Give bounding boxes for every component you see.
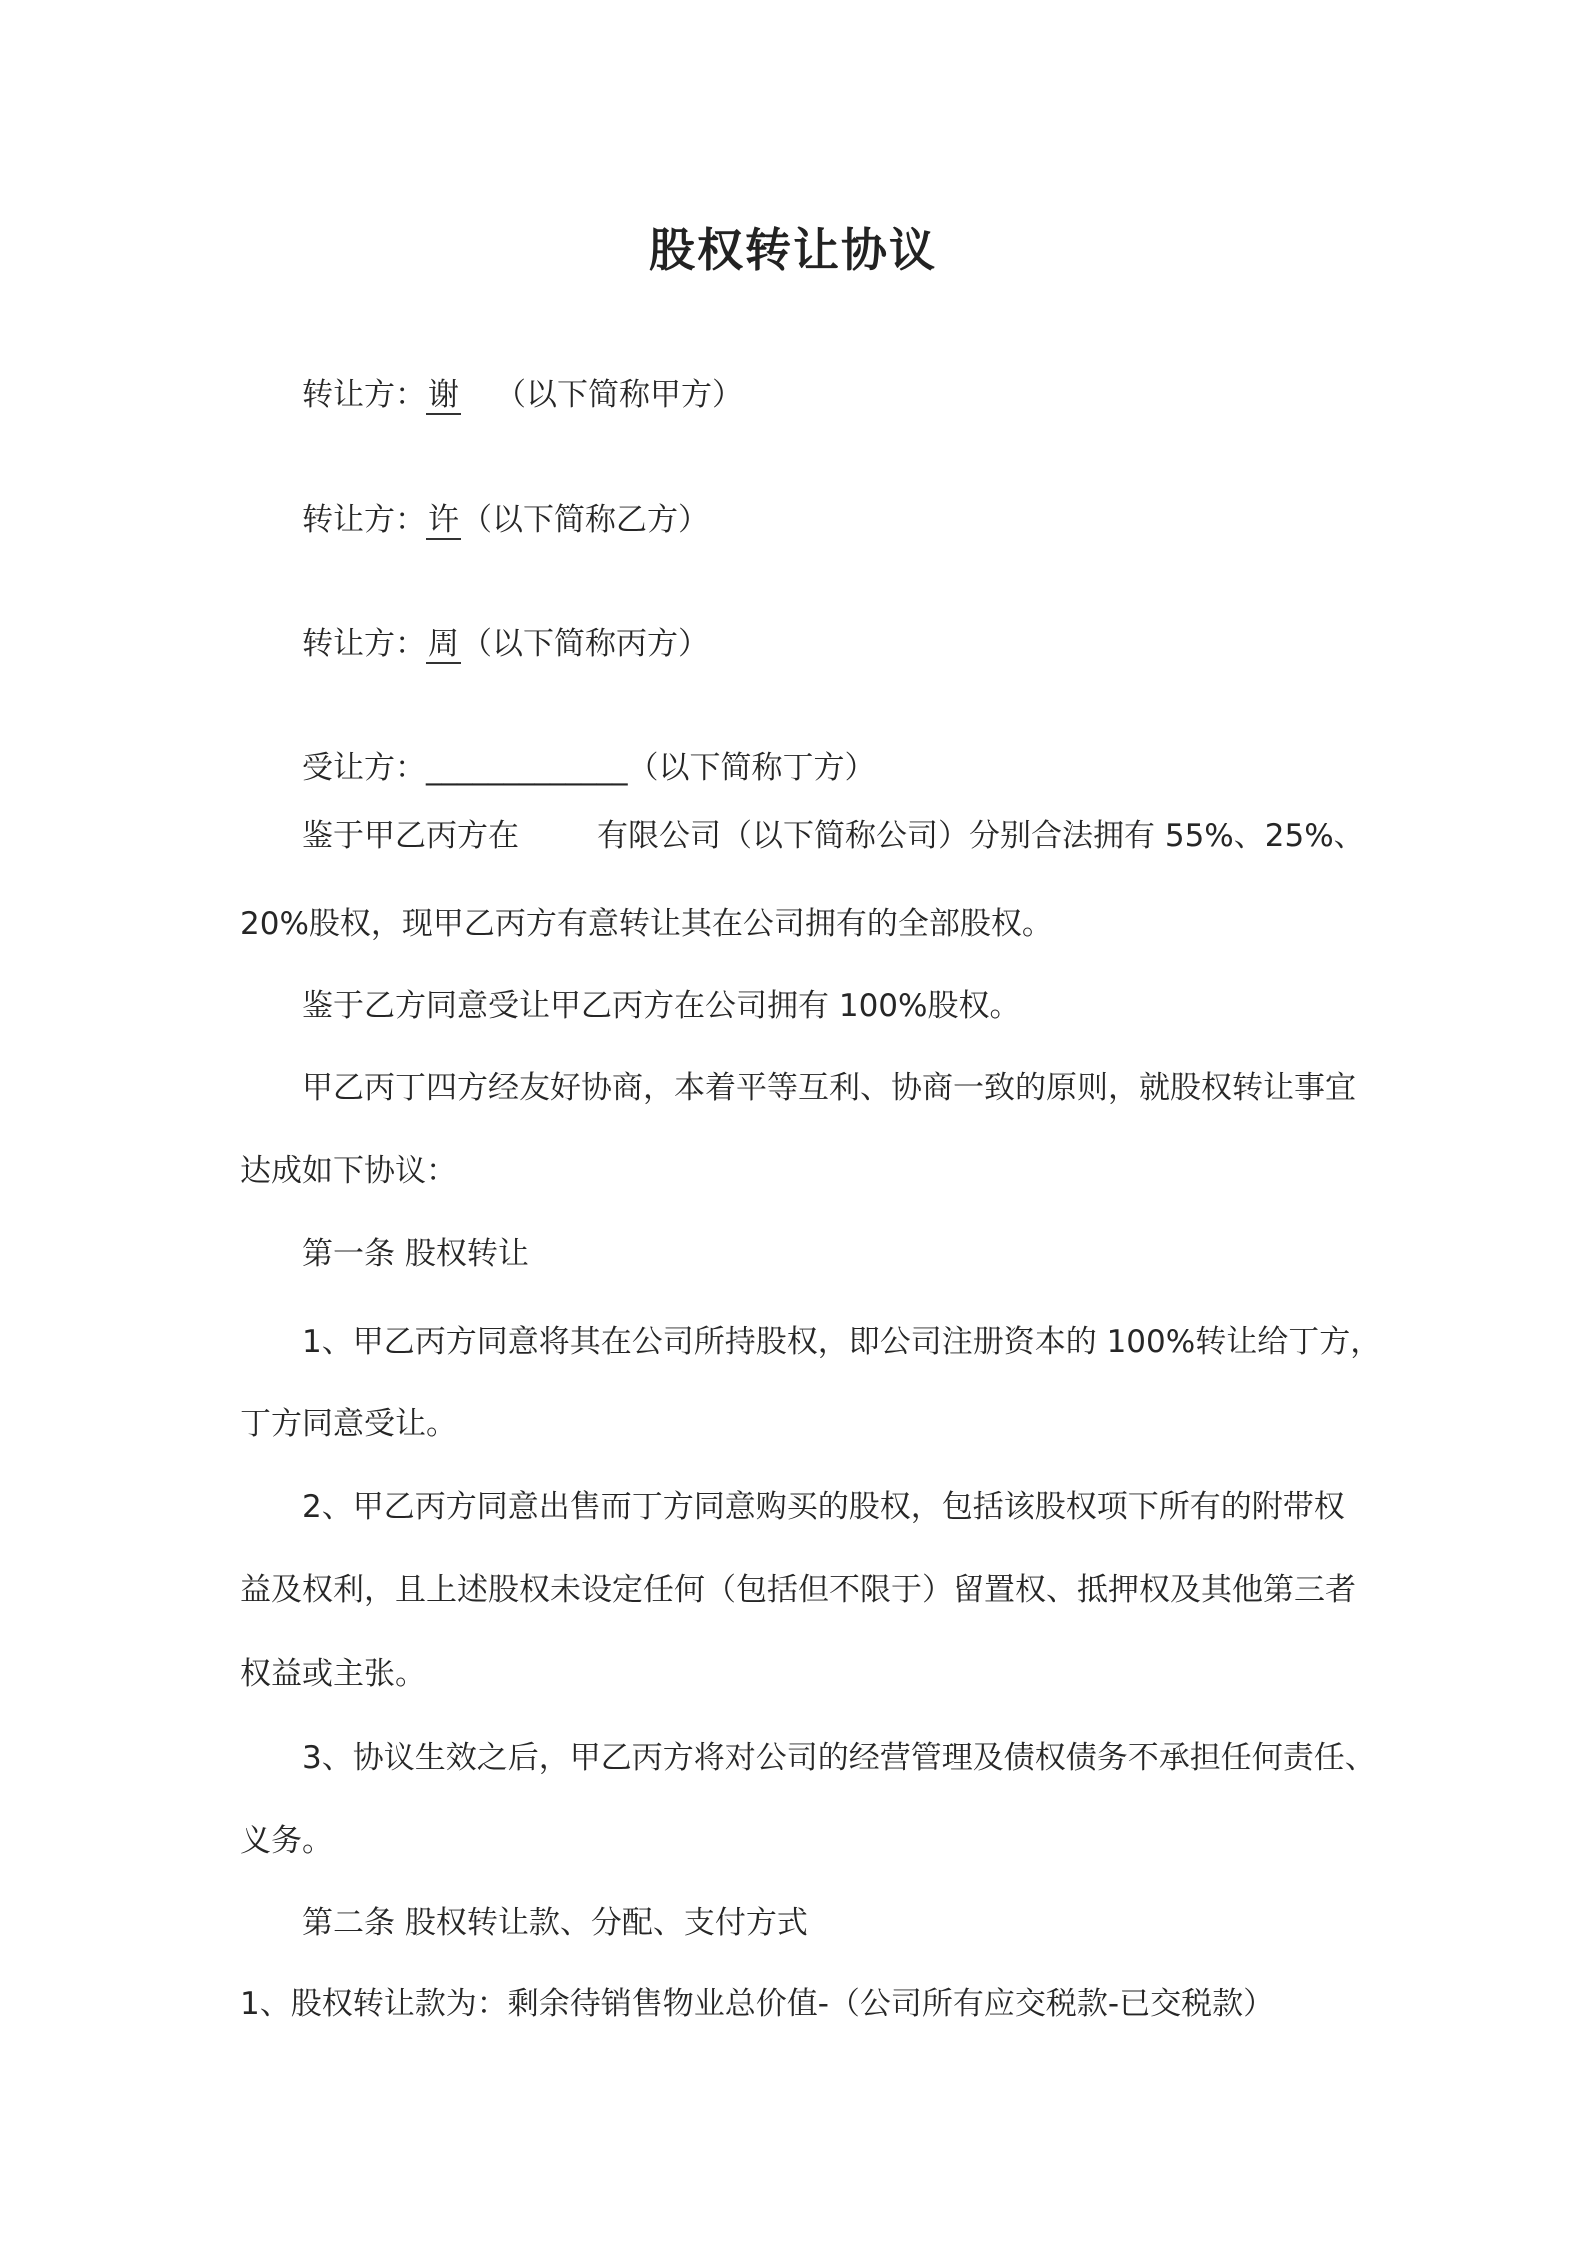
recital-3-line-1: 甲乙丙丁四方经友好协商，本着平等互利、协商一致的原则，就股权转让事宜: [302, 1070, 1356, 1106]
article-1-item-2-line-3: 权益或主张。: [240, 1656, 426, 1692]
recital-2: 鉴于乙方同意受让甲乙丙方在公司拥有 100%股权。: [302, 988, 1021, 1024]
party-label: 受让方：: [302, 750, 426, 786]
document-title: 股权转让协议: [649, 223, 937, 277]
recital-1-line-2: 20%股权，现甲乙丙方有意转让其在公司拥有的全部股权。: [240, 906, 1053, 942]
party-label: 转让方：: [302, 626, 426, 662]
party-suffix: （以下简称丙方）: [461, 626, 709, 662]
party-label: 转让方：: [302, 377, 426, 413]
article-1-item-3-line-1: 3、协议生效之后，甲乙丙方将对公司的经营管理及债权债务不承担任何责任、: [302, 1740, 1376, 1776]
article-1-item-1-line-2: 丁方同意受让。: [240, 1406, 457, 1442]
article-2-heading: 第二条 股权转让款、分配、支付方式: [302, 1905, 808, 1941]
recital-1-line-1: [302, 816, 1365, 856]
party-name: 许: [428, 502, 459, 538]
recital-1-part-2: 有限公司（以下简称公司）分别合法拥有 55%、25%、: [597, 818, 1365, 854]
article-1-item-2-line-1: 2、甲乙丙方同意出售而丁方同意购买的股权，包括该股权项下所有的附带权: [302, 1489, 1345, 1525]
party-name: 谢: [428, 377, 459, 413]
party-label: 转让方：: [302, 502, 426, 538]
party-suffix: （以下简称乙方）: [461, 502, 709, 538]
recital-3-line-2: 达成如下协议：: [240, 1153, 457, 1189]
party-bing: [302, 624, 709, 664]
article-1-item-2-line-2: 益及权利，且上述股权未设定任何（包括但不限于）留置权、抵押权及其他第三者: [240, 1572, 1356, 1608]
party-suffix: （以下简称丁方）: [627, 750, 876, 786]
article-1-item-1-line-1: 1、甲乙丙方同意将其在公司所持股权，即公司注册资本的 100%转让给丁方，: [302, 1324, 1382, 1360]
party-suffix: （以下简称甲方）: [495, 377, 743, 413]
article-2-item-1: 1、股权转让款为：剩余待销售物业总价值-（公司所有应交税款-已交税款）: [240, 1986, 1275, 2022]
party-jia: [302, 375, 743, 415]
recital-1-part-1: 鉴于甲乙丙方在: [302, 818, 519, 854]
article-1-item-3-line-2: 义务。: [240, 1823, 333, 1859]
article-1-heading: 第一条 股权转让: [302, 1236, 529, 1272]
party-name: 周: [428, 626, 459, 662]
party-name-blank: _____________: [426, 750, 628, 786]
party-ding: [302, 748, 876, 788]
party-yi: [302, 500, 709, 540]
